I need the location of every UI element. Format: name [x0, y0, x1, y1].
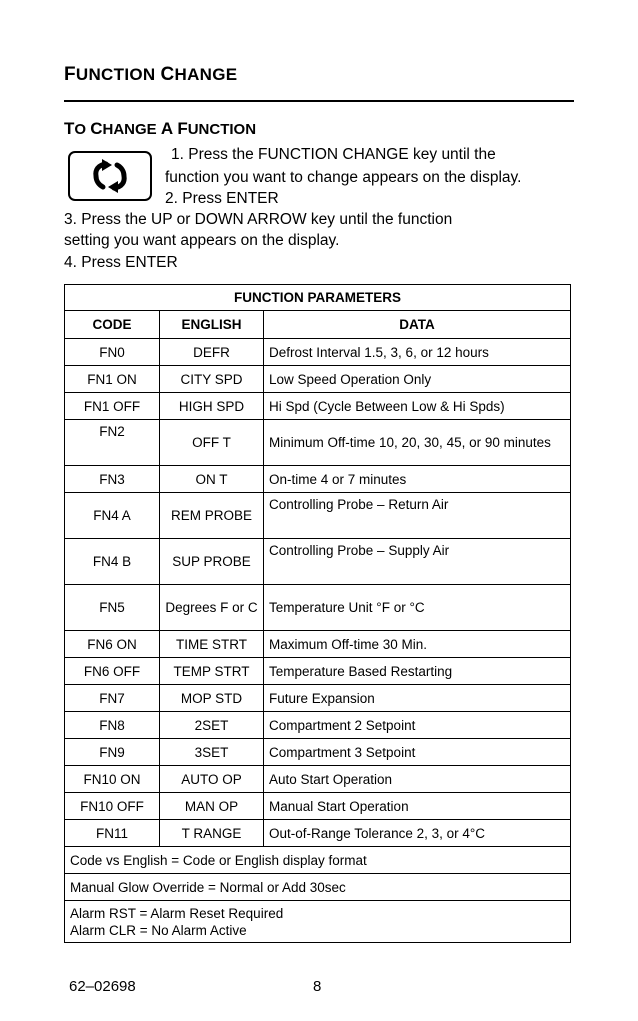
step-3-line-1: 3. Press the UP or DOWN ARROW key until the function: [64, 211, 453, 228]
table-row: FN9 3SET Compartment 3 Setpoint: [65, 739, 571, 766]
table-row: FN8 2SET Compartment 2 Setpoint: [65, 712, 571, 739]
table-note-row: Code vs English = Code or English display format: [65, 847, 571, 874]
section-title: FUNCTION CHANGE: [64, 64, 238, 85]
table-row: FN3 ON T On-time 4 or 7 minutes: [65, 466, 571, 493]
table-note-row: Manual Glow Override = Normal or Add 30sec: [65, 874, 571, 901]
table-row: FN4 B SUP PROBE Controlling Probe – Supply Air: [65, 539, 571, 585]
table-row: FN11 T RANGE Out-of-Range Tolerance 2, 3, or 4°C: [65, 820, 571, 847]
step-4: 4. Press ENTER: [64, 254, 178, 271]
column-header-data: DATA: [264, 311, 571, 339]
table-row: FN1 OFF HIGH SPD Hi Spd (Cycle Between Low & Hi Spds): [65, 393, 571, 420]
step-3-line-2: setting you want appears on the display.: [64, 232, 340, 249]
table-note-line: Alarm RST = Alarm Reset Required: [70, 905, 284, 921]
subsection-title: TO CHANGE A FUNCTION: [64, 119, 257, 138]
table-row: FN2 OFF T Minimum Off-time 10, 20, 30, 45, or 90 minutes: [65, 420, 571, 466]
table-row: FN10 OFF MAN OP Manual Start Operation: [65, 793, 571, 820]
table-row: FN6 ON TIME STRT Maximum Off-time 30 Min.: [65, 631, 571, 658]
table-title: FUNCTION PARAMETERS: [65, 285, 571, 311]
table-row: FN6 OFF TEMP STRT Temperature Based Restarting: [65, 658, 571, 685]
step-2: 2. Press ENTER: [165, 190, 279, 207]
table-row: FN0 DEFR Defrost Interval 1.5, 3, 6, or 12 hours: [65, 339, 571, 366]
function-parameters-table: [64, 284, 571, 943]
column-header-english: ENGLISH: [160, 311, 264, 339]
table-row: FN10 ON AUTO OP Auto Start Operation: [65, 766, 571, 793]
table-row: FN4 A REM PROBE Controlling Probe – Return Air: [65, 493, 571, 539]
page-number: 8: [313, 978, 322, 995]
table-body: [65, 339, 571, 943]
column-header-code: CODE: [65, 311, 160, 339]
function-change-key-icon: [68, 151, 152, 201]
document-number: 62–02698: [69, 978, 136, 995]
step-1-line-1: 1. Press the FUNCTION CHANGE key until the: [171, 146, 496, 163]
cycle-arrows-icon: [88, 159, 132, 193]
table-note-line: Alarm CLR = No Alarm Active: [70, 922, 247, 938]
table-row: FN7 MOP STD Future Expansion: [65, 685, 571, 712]
table-note-row: [65, 901, 571, 943]
heading-rule: [64, 100, 574, 102]
step-1-line-2: function you want to change appears on the display.: [165, 169, 522, 186]
table-row: FN5 Degrees F or C Temperature Unit °F or °C: [65, 585, 571, 631]
table-row: FN1 ON CITY SPD Low Speed Operation Only: [65, 366, 571, 393]
